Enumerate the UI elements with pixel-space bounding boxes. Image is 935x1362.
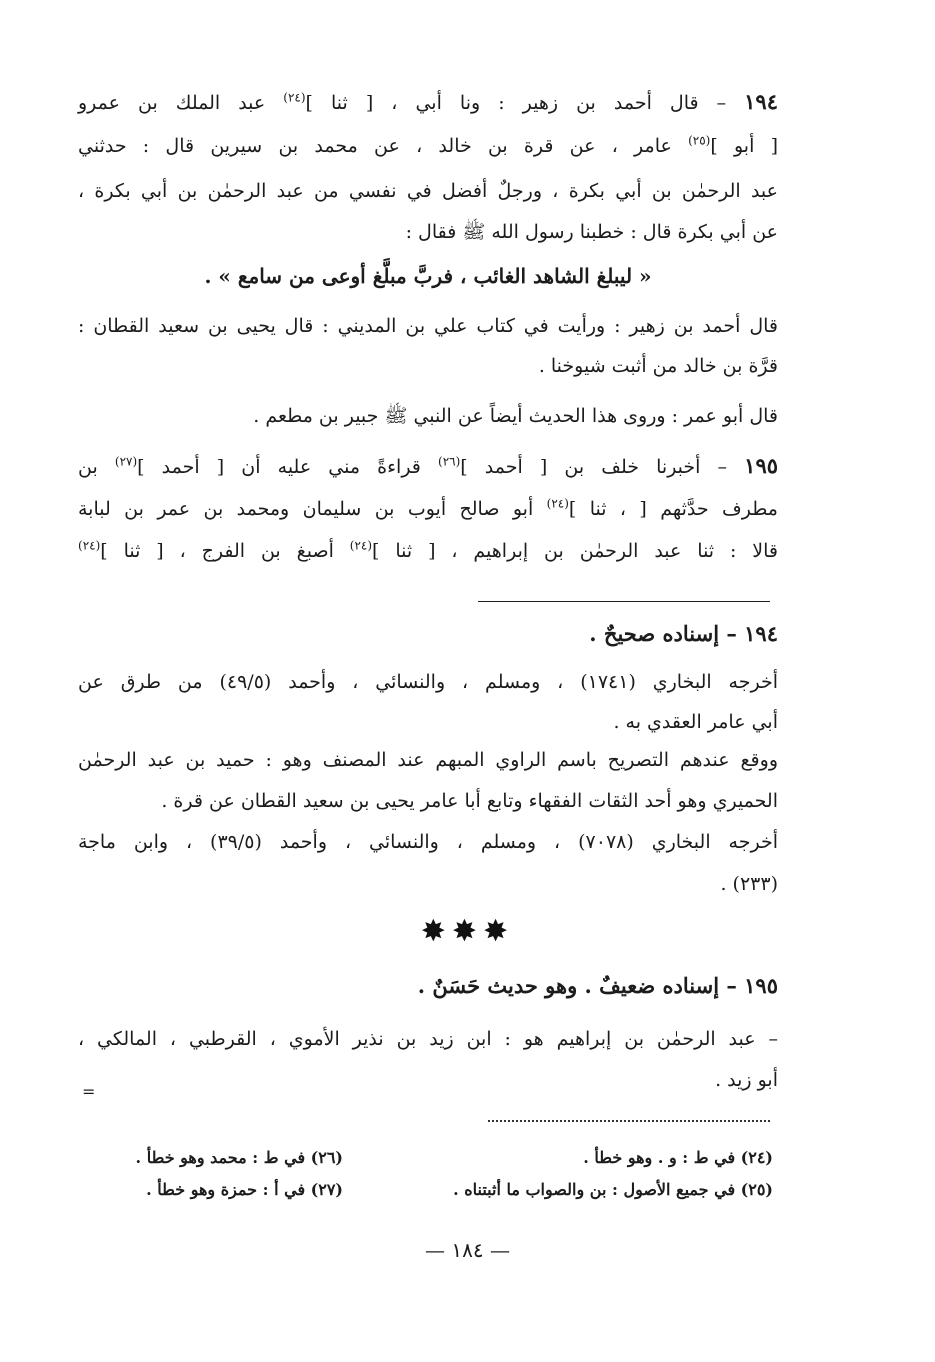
hadith-194-line-3: عبد الرحمٰن بن أبي بكرة ، ورجلٌ أفضل في نفسي من عبد الرحمٰن بن أبي بكرة ،	[78, 180, 778, 202]
note-194-line-4: الحميري وهو أحد الثقات الفقهاء وتابع أبا عامر يحيى بن سعيد القطان عن قرة .	[161, 790, 778, 812]
footnote-27: (٢٧) في أ : حمزة وهو خطأ .	[146, 1180, 343, 1199]
footnote-26: (٢٦) في ط : محمد وهو خطأ .	[135, 1148, 343, 1167]
note-194-line-6: (٢٣٣) .	[720, 873, 778, 895]
note-194-line-2: أبي عامر العقدي به .	[613, 711, 778, 733]
footnote-separator	[488, 1120, 770, 1122]
footnote-ref[interactable]: (٢٤)	[546, 496, 569, 511]
hadith-194-line-6: قال أحمد بن زهير : ورأيت في كتاب علي بن المديني : قال يحيى بن سعيد القطان :	[78, 315, 778, 337]
note-194-line-5: أخرجه البخاري (٧٠٧٨) ، ومسلم ، والنسائي ، وأحمد (٣٩/٥) ، وابن ماجة	[78, 831, 778, 853]
note-195-line-2: أبو زيد .	[715, 1069, 778, 1091]
hadith-194-line-7: قرَّة بن خالد من أثبت شيوخنا .	[538, 355, 778, 377]
footnote-ref[interactable]: (٢٤)	[349, 538, 373, 553]
note-194-line-3: ووقع عندهم التصريح باسم الراوي المبهم عند المصنف وهو : حميد بن عبد الرحمٰن	[78, 749, 778, 771]
hadith-194-line-4: عن أبي بكرة قال : خطبنا رسول الله ﷺ فقال :	[405, 221, 778, 243]
hadith-194-line-1: ١٩٤ – قال أحمد بن زهير : ونا أبي ، [ ثنا ]$^{(٢٤)}$ عبد الملك بن عمرو	[78, 89, 778, 114]
hadith-194-quote: « ليبلغ الشاهد الغائب ، فربَّ مبلَّغ أوعى من سامع » .	[204, 264, 652, 288]
note-number: ١٩٤	[744, 621, 778, 646]
footnote-ref[interactable]: (٢٤)	[78, 538, 101, 553]
hadith-number: ١٩٥	[744, 453, 779, 478]
continuation-mark: =	[82, 1082, 96, 1101]
note-194-heading: ١٩٤ – إسناده صحيحٌ .	[589, 621, 778, 646]
footnote-24: (٢٤) في ط : و . وهو خطأ .	[583, 1148, 773, 1167]
note-195-line-1: – عبد الرحمٰن بن إبراهيم هو : ابن زيد بن نذير الأموي ، القرطبي ، المالكي ،	[78, 1028, 778, 1050]
note-195-heading: ١٩٥ – إسناده ضعيفٌ . وهو حديث حَسَنٌ .	[417, 973, 778, 998]
footnote-ref[interactable]: (٢٧)	[114, 454, 138, 469]
hadith-194-line-8: قال أبو عمر : وروى هذا الحديث أيضاً عن النبي ﷺ جبير بن مطعم .	[253, 405, 778, 427]
section-ornament: ✸✸✸	[420, 914, 515, 949]
hadith-number: ١٩٤	[744, 89, 778, 114]
section-divider	[478, 601, 770, 602]
footnote-ref[interactable]: (٢٤)	[283, 90, 306, 105]
note-194-line-1: أخرجه البخاري (١٧٤١) ، ومسلم ، والنسائي ، وأحمد (٤٩/٥) من طرق عن	[78, 671, 778, 693]
page-number: — ١٨٤ —	[425, 1238, 510, 1262]
note-number: ١٩٥	[744, 973, 778, 998]
hadith-195-line-3: قالا : ثنا عبد الرحمٰن بن إبراهيم ، [ ثنا ]$^{(٢٤)}$ أصبغ بن الفرج ، [ ثنا ]$^{(٢٤)}$	[78, 538, 778, 562]
hadith-194-line-2: [ أبو ]$^{(٢٥)}$ عامر ، عن قرة بن خالد ، عن محمد بن سيرين قال : حدثني	[78, 133, 779, 157]
hadith-195-line-2: مطرف حدَّثهم [ ، ثنا ]$^{(٢٤)}$ أبو صالح أيوب بن سليمان ومحمد بن عمر بن لبابة	[78, 496, 778, 520]
footnote-25: (٢٥) في جميع الأصول : بن والصواب ما أثبتناه .	[453, 1180, 773, 1199]
footnote-ref[interactable]: (٢٥)	[688, 133, 711, 148]
footnote-ref[interactable]: (٢٦)	[438, 454, 461, 469]
hadith-195-line-1: ١٩٥ – أخبرنا خلف بن [ أحمد ]$^{(٢٦)}$ قراءةً مني عليه أن [ أحمد ]$^{(٢٧)}$ بن	[78, 453, 779, 478]
